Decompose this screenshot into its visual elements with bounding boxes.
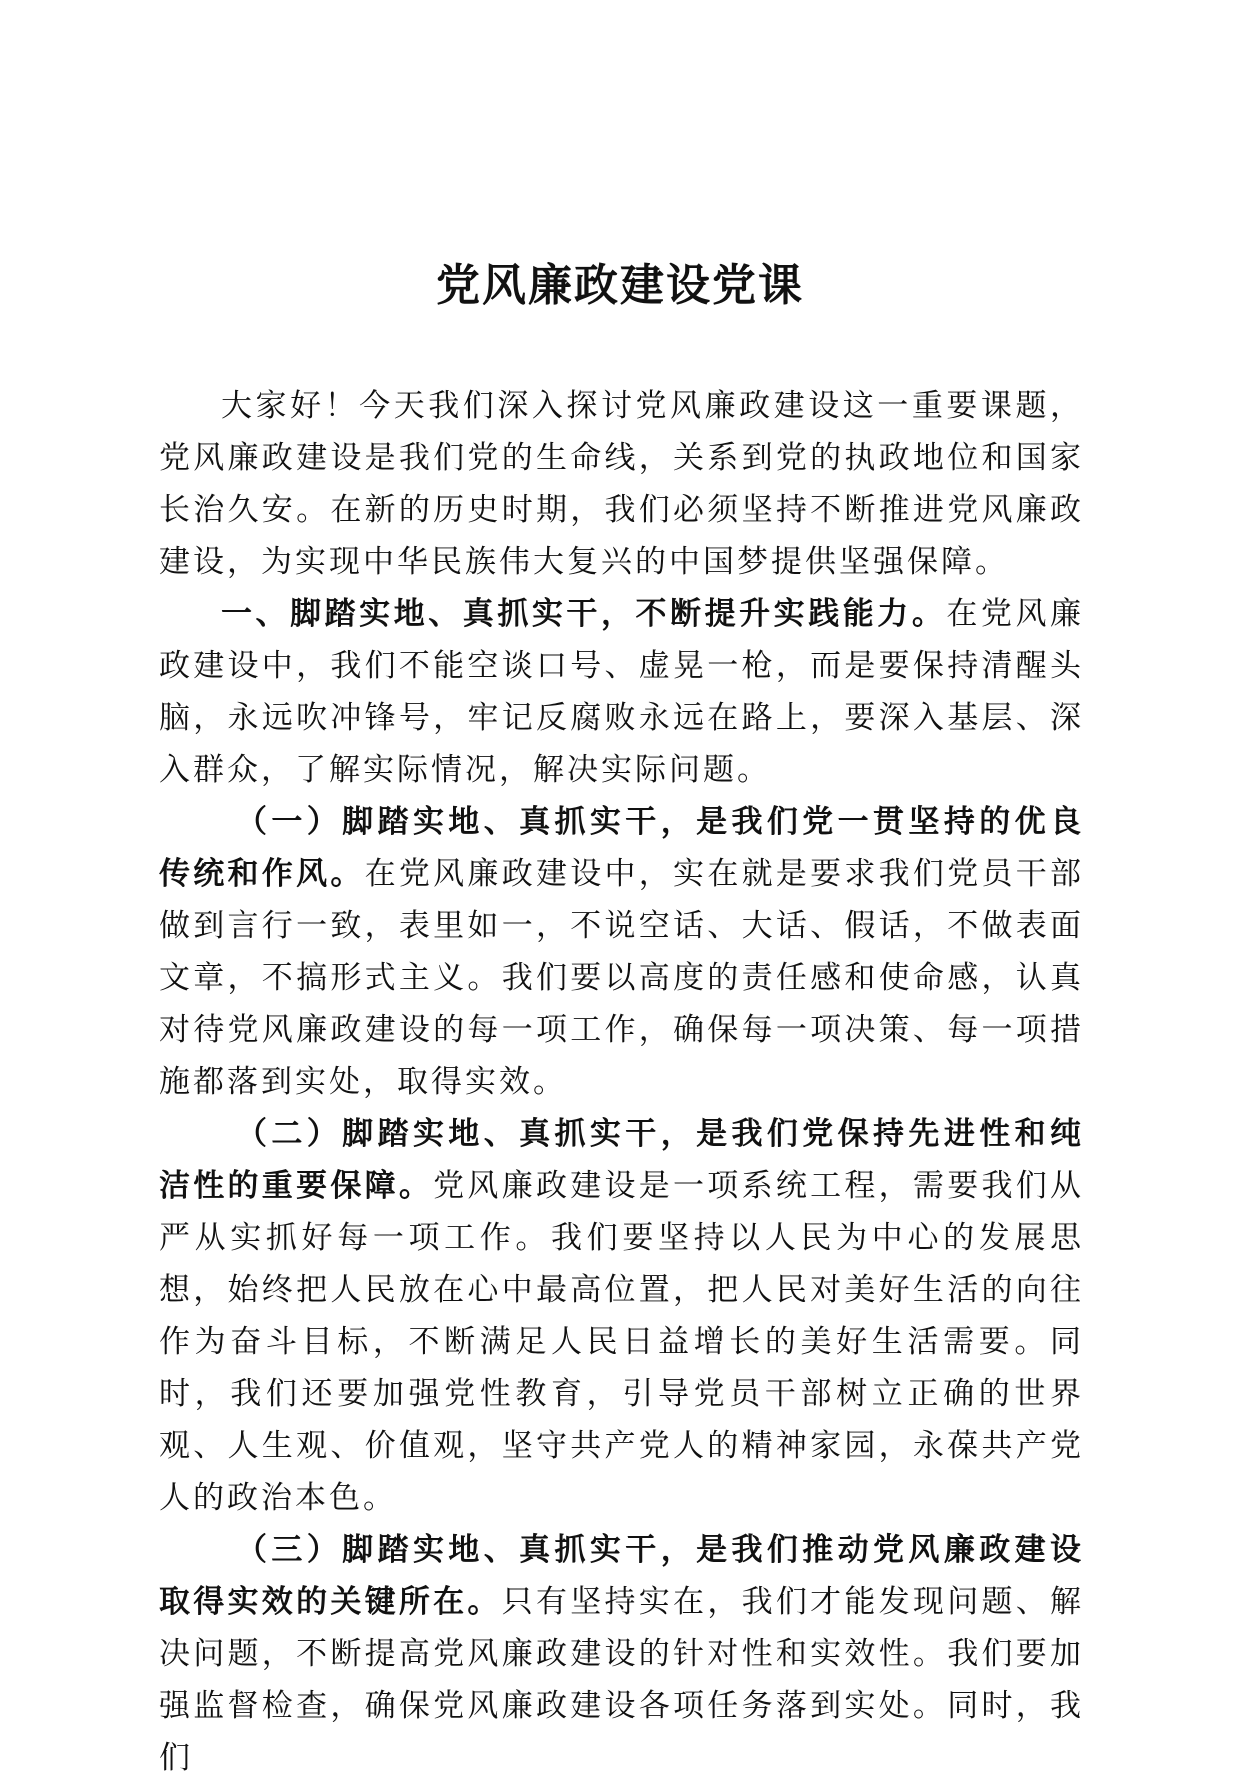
paragraph-text: 在党风廉政建设中，我们不能空谈口号、虚晃一枪，而是要保持清醒头脑，永远吹冲锋号，牢记反腐败永远在路上，要深入基层、深入群众，了解实际情况，解决实际问题。: [159, 596, 1084, 788]
paragraph-text: 在党风廉政建设中，实在就是要求我们党员干部做到言行一致，表里如一，不说空话、大话、假话，不做表面文章，不搞形式主义。我们要以高度的责任感和使命感，认真对待党风廉政建设的每一项工作，确保每一项决策、每一项措施都落到实处，取得实效。: [159, 856, 1085, 1100]
paragraph-text: 只有坚持实在，我们才能发现问题、解决问题，不断提高党风廉政建设的针对性和实效性。我们要加强监督检查，确保党风廉政建设各项任务落到实处。同时，我们: [159, 1584, 1085, 1776]
subsection-heading: （一）脚踏实地、真抓实干，是我们党一贯坚持的优良传统和作风。: [159, 804, 1084, 892]
paragraph-intro: [159, 380, 1084, 588]
paragraph-subsection-2: [159, 1108, 1084, 1524]
subsection-heading: （二）脚踏实地、真抓实干，是我们党保持先进性和纯洁性的重要保障。: [159, 1116, 1084, 1204]
paragraph-subsection-1: [159, 796, 1084, 1108]
section-heading: 一、脚踏实地、真抓实干，不断提升实践能力。: [221, 596, 947, 632]
paragraph-section-1: [159, 588, 1084, 796]
document-title: 党风廉政建设党课: [436, 260, 804, 311]
paragraph-text: 大家好！今天我们深入探讨党风廉政建设这一重要课题，党风廉政建设是我们党的生命线，关系到党的执政地位和国家长治久安。在新的历史时期，我们必须坚持不断推进党风廉政建设，为实现中华民族伟大复兴的中国梦提供坚强保障。: [159, 388, 1084, 580]
paragraph-subsection-3: [159, 1524, 1084, 1784]
document-body: [159, 380, 1084, 1784]
subsection-heading: （三）脚踏实地、真抓实干，是我们推动党风廉政建设取得实效的关键所在。: [159, 1532, 1084, 1620]
paragraph-text: 党风廉政建设是一项系统工程，需要我们从严从实抓好每一项工作。我们要坚持以人民为中心的发展思想，始终把人民放在心中最高位置，把人民对美好生活的向往作为奋斗目标，不断满足人民日益增长的美好生活需要。同时，我们还要加强党性教育，引导党员干部树立正确的世界观、人生观、价值观，坚守共产党人的精神家园，永葆共产党人的政治本色。: [159, 1168, 1085, 1516]
